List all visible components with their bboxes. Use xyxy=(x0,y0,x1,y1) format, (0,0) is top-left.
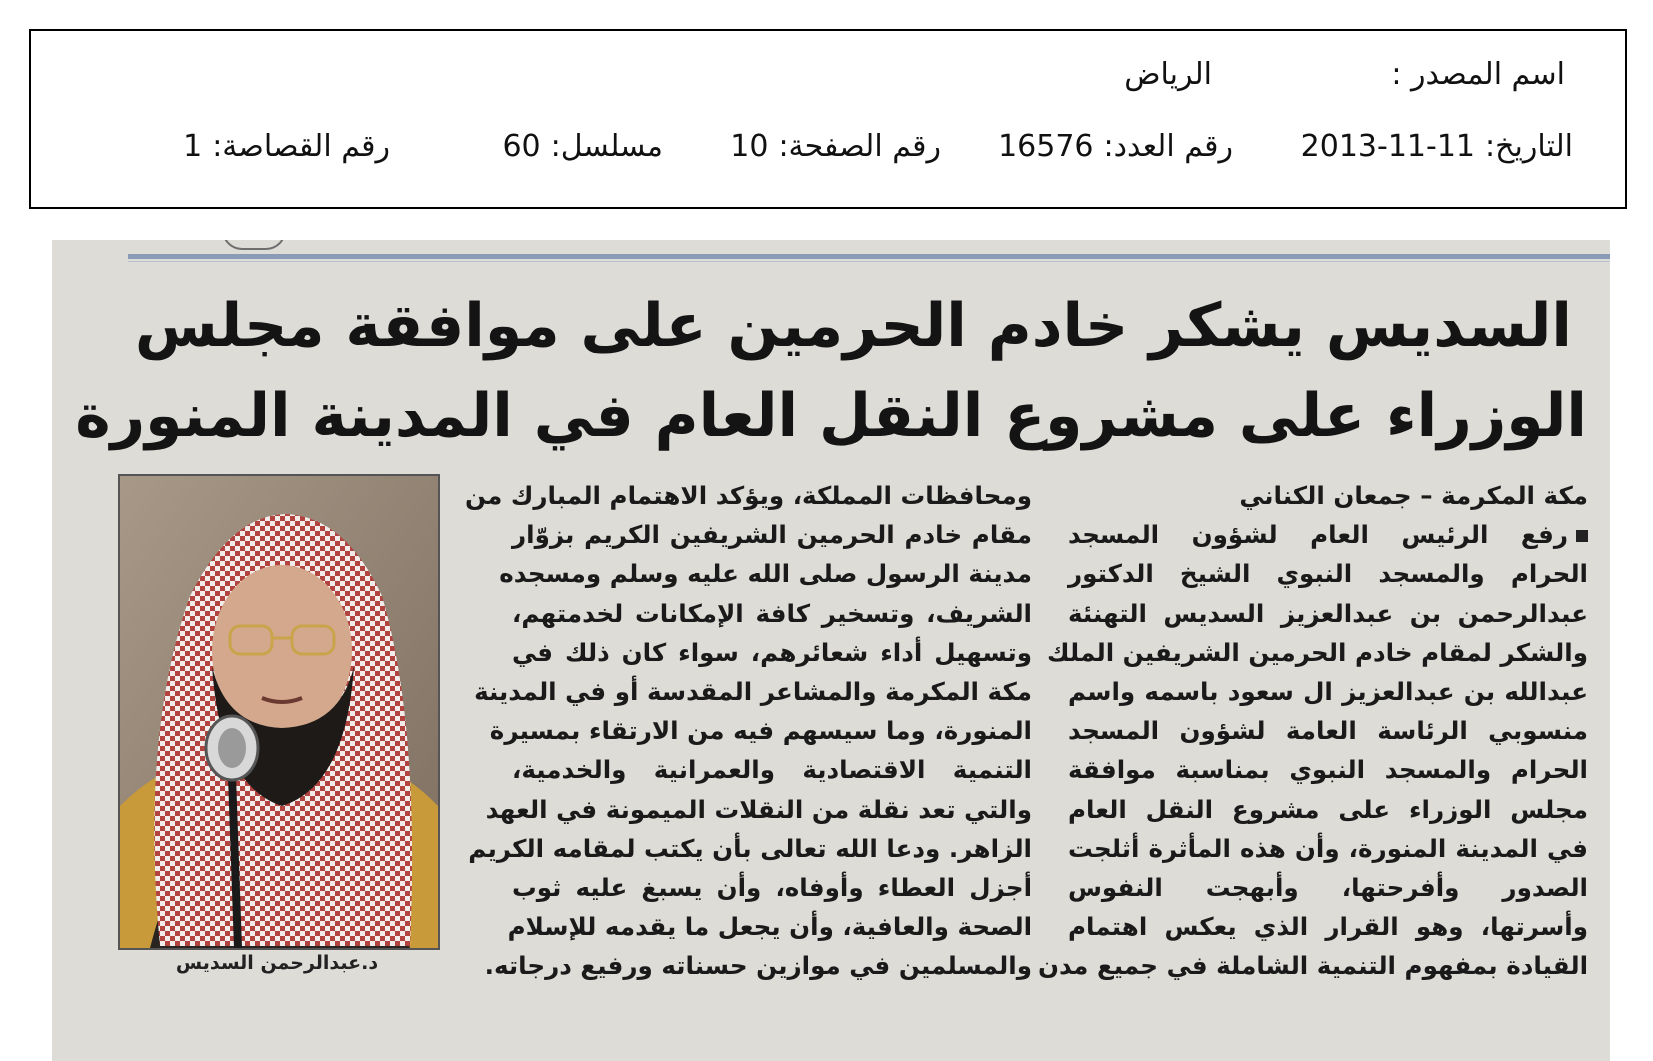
photo-caption: د.عبدالرحمن السديس xyxy=(175,952,379,974)
column-line: مجلس الوزراء على مشروع النقل العام xyxy=(1068,794,1588,824)
column-line: والتي تعد نقلة من النقلات الميمونة في العهد xyxy=(485,794,1032,824)
clipping-metadata-box xyxy=(29,29,1627,209)
portrait-photo xyxy=(118,474,440,950)
column-line: الصحة والعافية، وأن يجعل ما يقدمه للإسلام xyxy=(507,912,1032,942)
headline-line-1: السديس يشكر خادم الحرمين على موافقة مجلس xyxy=(134,291,1572,361)
portrait-illustration xyxy=(120,476,438,948)
column-line: القيادة بمفهوم التنمية الشاملة في جميع مدن xyxy=(1037,951,1588,981)
headline-line-2: الوزراء على مشروع النقل العام في المدينة المنورة xyxy=(75,381,1587,451)
source-value: الرياض xyxy=(1124,57,1212,92)
column-line: الحرام والمسجد النبوي بمناسبة موافقة xyxy=(1068,755,1588,785)
column-line: والشكر لمقام خادم الحرمين الشريفين الملك xyxy=(1047,637,1588,667)
column-line: مدينة الرسول صلى الله عليه وسلم ومسجده xyxy=(499,559,1032,589)
date-field xyxy=(1301,129,1573,164)
issue-field xyxy=(998,129,1233,164)
byline: مكة المكرمة – جمعان الكناني xyxy=(1239,481,1588,510)
issue-value: 16576 xyxy=(998,129,1094,164)
clip-label: رقم القصاصة: xyxy=(212,129,390,164)
column-line: الصدور وأفرحتها، وأبهجت النفوس xyxy=(1068,873,1588,903)
column-line: مقام خادم الحرمين الشريفين الكريم بزوّار xyxy=(512,520,1032,550)
column-line: عبدالرحمن بن عبدالعزيز السديس التهنئة xyxy=(1068,598,1588,628)
column-line: والمسلمين في موازين حسناته ورفيع درجاته. xyxy=(484,951,1032,981)
column-line: مكة المكرمة والمشاعر المقدسة أو في المدينة xyxy=(474,677,1032,707)
top-rule xyxy=(128,254,1610,259)
serial-value: 60 xyxy=(502,129,541,164)
column-line: الحرام والمسجد النبوي الشيخ الدكتور xyxy=(1068,559,1588,589)
column-line: التنمية الاقتصادية والعمرانية والخدمية، xyxy=(512,755,1032,785)
masthead-ornament xyxy=(222,240,286,250)
page-value: 10 xyxy=(730,129,769,164)
issue-label: رقم العدد: xyxy=(1103,129,1233,164)
column-line: ومحافظات المملكة، ويؤكد الاهتمام المبارك من xyxy=(464,481,1032,510)
clip-value: 1 xyxy=(183,129,203,164)
page-field xyxy=(730,129,941,164)
serial-field xyxy=(502,129,663,164)
column-line: وتسهيل أداء شعائرهم، سواء كان ذلك في xyxy=(512,637,1032,667)
newspaper-scan xyxy=(52,240,1610,1061)
serial-label: مسلسل: xyxy=(550,129,663,164)
column-line: وأسرتها، وهو القرار الذي يعكس اهتمام xyxy=(1068,912,1588,942)
column-line: رفع الرئيس العام لشؤون المسجد xyxy=(1068,515,1588,554)
source-label: اسم المصدر : xyxy=(1391,57,1565,92)
column-line: منسوبي الرئاسة العامة لشؤون المسجد xyxy=(1068,716,1588,746)
page-label: رقم الصفحة: xyxy=(778,129,941,164)
square-bullet-icon xyxy=(1576,530,1588,542)
column-line: المنورة، وما سيسهم فيه من الارتقاء بمسيرة xyxy=(489,716,1032,746)
column-line: أجزل العطاء وأوفاه، وأن يسبغ عليه ثوب xyxy=(512,873,1032,903)
date-value: 2013-11-11 xyxy=(1300,129,1476,164)
article-column-middle xyxy=(464,476,1032,986)
clip-field xyxy=(183,129,390,164)
column-line: الشريف، وتسخير كافة الإمكانات لخدمتهم، xyxy=(512,598,1032,628)
column-line: عبدالله بن عبدالعزيز ال سعود باسمه واسم xyxy=(1068,677,1588,707)
column-line: الزاهر. ودعا الله تعالى بأن يكتب لمقامه الكريم xyxy=(468,833,1032,863)
date-label: التاريخ: xyxy=(1485,129,1573,164)
article-column-right xyxy=(1037,476,1588,986)
column-line: في المدينة المنورة، وأن هذه المأثرة أثلجت xyxy=(1068,833,1588,863)
